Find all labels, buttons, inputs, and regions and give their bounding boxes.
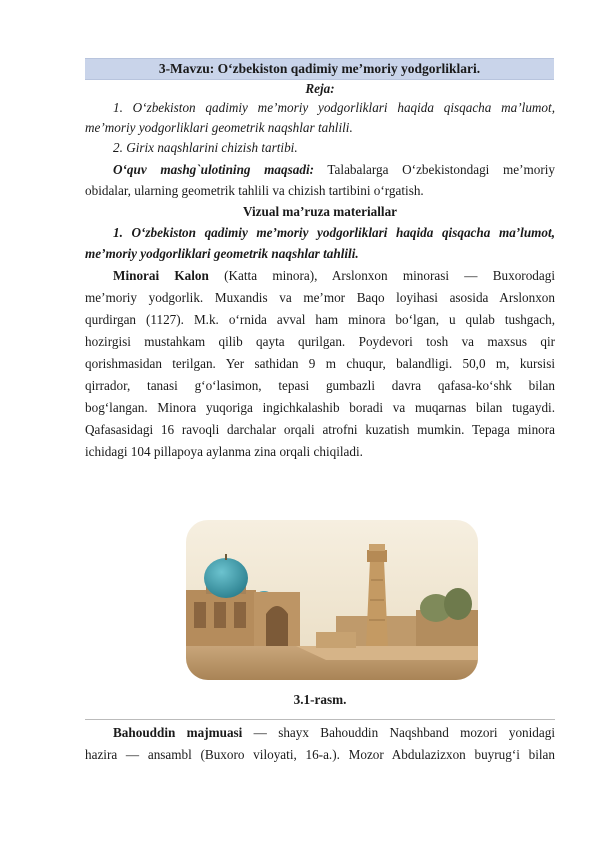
bahouddin-label: Bahouddin majmuasi <box>113 725 243 740</box>
goal-label: O‘quv mashg`ulotining maqsadi: <box>113 162 314 177</box>
paragraph-line: bog‘langan. Minora yuqoriga ingichkalashib boradi va muqarnas bilan tugaydi. <box>85 400 555 415</box>
paragraph-line: qurdirgan (1127). M.k. o‘rnida avval ham minora bo‘lgan, u qulab tushgach, <box>85 312 555 327</box>
paragraph-line: me’moriy yodgorlik. Muxandis va me’mor Baqo loyihasi asosida Arslonxon <box>85 290 555 305</box>
paragraph-line: qorishmasidan terilgan. Yer sathidan 9 m chuqur, balandligi. 50,0 m, kursisi <box>85 356 555 371</box>
paragraph-line-last: ichidagi 104 pillapoya aylanma zina orqali chiqiladi. <box>85 444 363 459</box>
paragraph-line: hozirgisi mustahkam qilib qayta qurilgan. Poydevori tosh va maxsus qir <box>85 334 555 349</box>
reja-item-2: 2. Girix naqshlarini chizish tartibi. <box>113 140 298 155</box>
paragraph-line: Qafasasidagi 16 ravoqli darchalar orqali atrofni kuzatish mumkin. Tepaga minora <box>85 422 555 437</box>
reja-heading: Reja: <box>305 81 335 96</box>
topic-title: 3-Mavzu: O‘zbekiston qadimiy me’moriy yodgorliklari. <box>85 58 554 80</box>
section-heading: 1. O‘zbekiston qadimiy me’moriy yodgorliklari haqida qisqacha ma’lumot, <box>113 225 555 240</box>
visual-heading: Vizual ma’ruza materiallar <box>242 204 398 219</box>
goal-line-2: obidalar, ularning geometrik tahlili va chizish tartibini o‘rgatish. <box>85 183 424 198</box>
goal-text: Talabalarga O‘zbekistondagi me’moriy <box>314 162 555 177</box>
minorai-label: Minorai Kalon <box>113 268 209 283</box>
minorai-intro <box>113 267 555 284</box>
bahouddin-intro <box>113 724 555 741</box>
minorai-kalon-photo <box>186 520 478 680</box>
bahouddin-text: — shayx Bahouddin Naqshband mozori yonidagi <box>242 725 556 740</box>
paragraph-line: qirrador, tanasi g‘o‘lasimon, tepasi gumbazli davra qafasa-ko‘shk bilan <box>85 378 555 393</box>
section-heading-cont: me’moriy yodgorliklari geometrik naqshlar tahlili. <box>85 246 359 261</box>
reja-item-1: 1. O‘zbekiston qadimiy me’moriy yodgorliklari haqida qisqacha ma’lumot, <box>113 100 555 115</box>
figure-caption: 3.1-rasm. <box>293 692 347 707</box>
reja-item-1-cont: me’moriy yodgorliklari geometrik naqshlar tahlili. <box>85 120 353 135</box>
goal-line <box>113 161 555 178</box>
bahouddin-line-2: hazira — ansambl (Buxoro viloyati, 16-a.). Mozor Abdulazizxon buyrug‘i bilan <box>85 747 555 762</box>
minorai-text: (Katta minora), Arslonxon minorasi — Buxorodagi <box>208 268 555 283</box>
divider <box>85 719 555 720</box>
photo-illustration <box>186 520 478 680</box>
